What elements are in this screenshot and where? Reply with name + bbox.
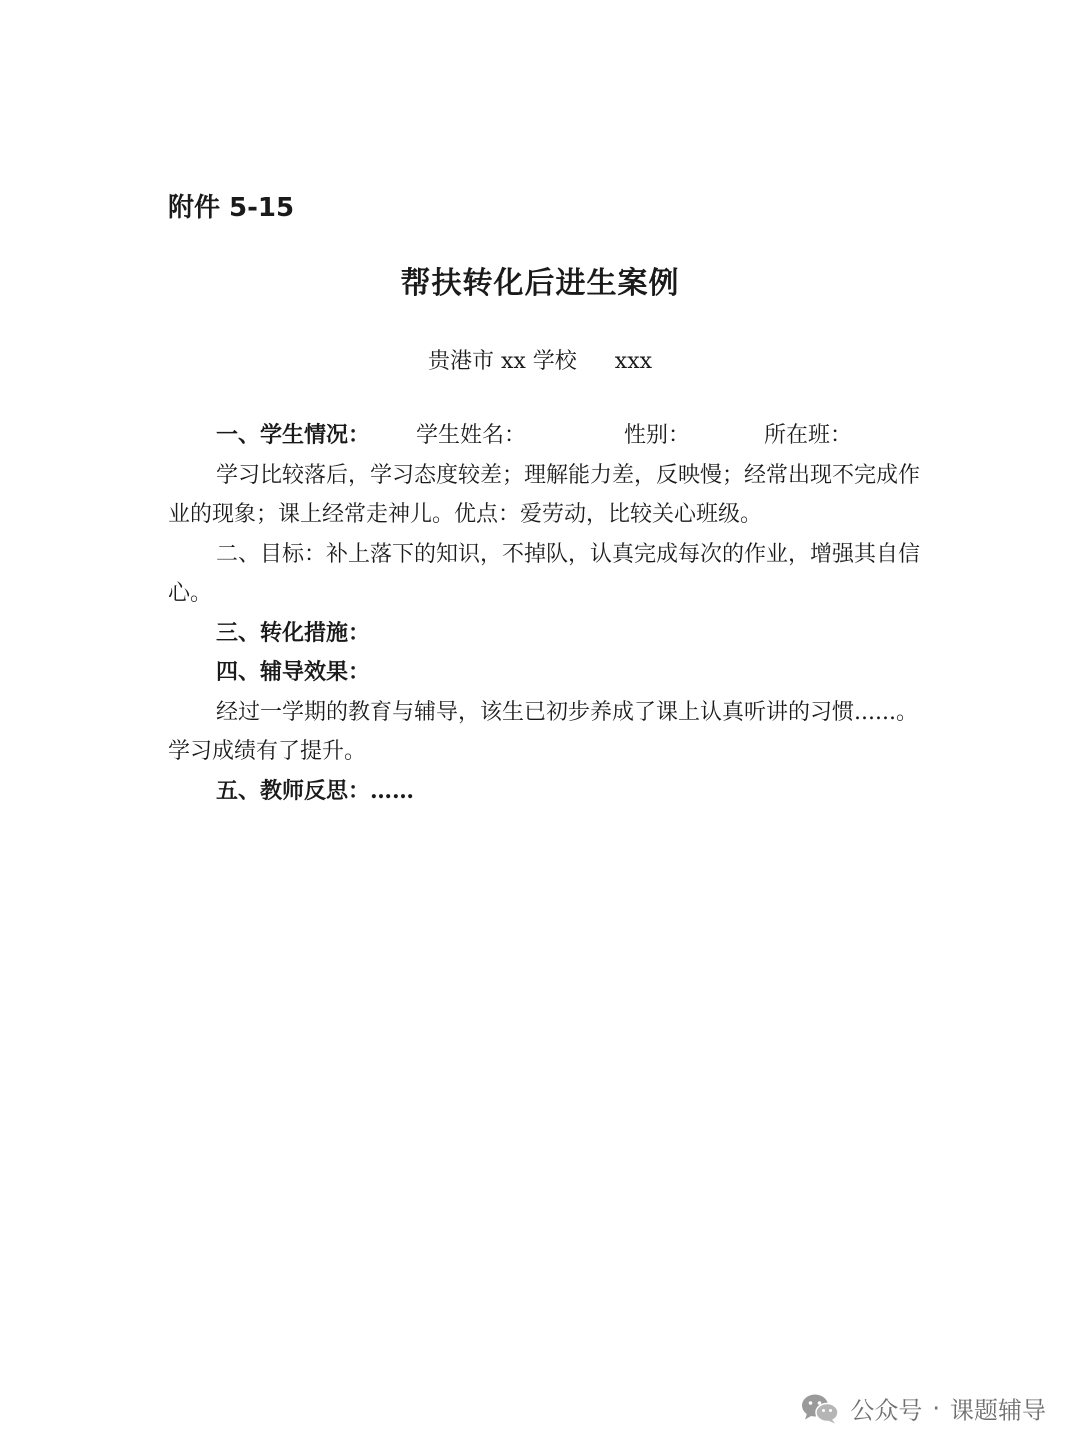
watermark-platform: 公众号: [850, 1396, 923, 1425]
watermark-separator: ·: [932, 1394, 940, 1422]
school-name: 贵港市 xx 学校: [427, 349, 577, 374]
wechat-icon: [800, 1392, 840, 1424]
document-title: 帮扶转化后进生案例: [400, 266, 680, 301]
section-measures-heading: 三、转化措施：: [216, 619, 371, 646]
watermark: [800, 1391, 1046, 1426]
section-effect-heading: 四、辅导效果：: [216, 659, 371, 685]
section1-heading: 一、学生情况：: [216, 422, 371, 448]
gender-label: 性别：: [624, 423, 691, 448]
section-goal: 二、目标：补上落下的知识，不掉队，认真完成每次的作业，增强其自信心。: [168, 541, 921, 606]
student-name-label: 学生姓名：: [416, 423, 527, 448]
watermark-account: 课题辅导: [950, 1396, 1046, 1425]
class-label: 所在班：: [764, 423, 853, 448]
document-body: [168, 416, 928, 811]
section-effect-text: 经过一学期的教育与辅导，该生已初步养成了课上认真听讲的习惯......。学习成绩有了提升。: [168, 699, 918, 764]
section-student-info: [168, 416, 928, 456]
section-reflection-heading: 五、教师反思：……: [216, 777, 415, 804]
author-name: xxx: [614, 349, 653, 374]
byline: [0, 344, 1080, 380]
student-situation-text: 学习比较落后，学习态度较差；理解能力差，反映慢；经常出现不完成作业的现象；课上经常走神儿。优点：爱劳动，比较关心班级。: [168, 462, 921, 527]
attachment-label: 附件 5-15: [168, 193, 295, 223]
